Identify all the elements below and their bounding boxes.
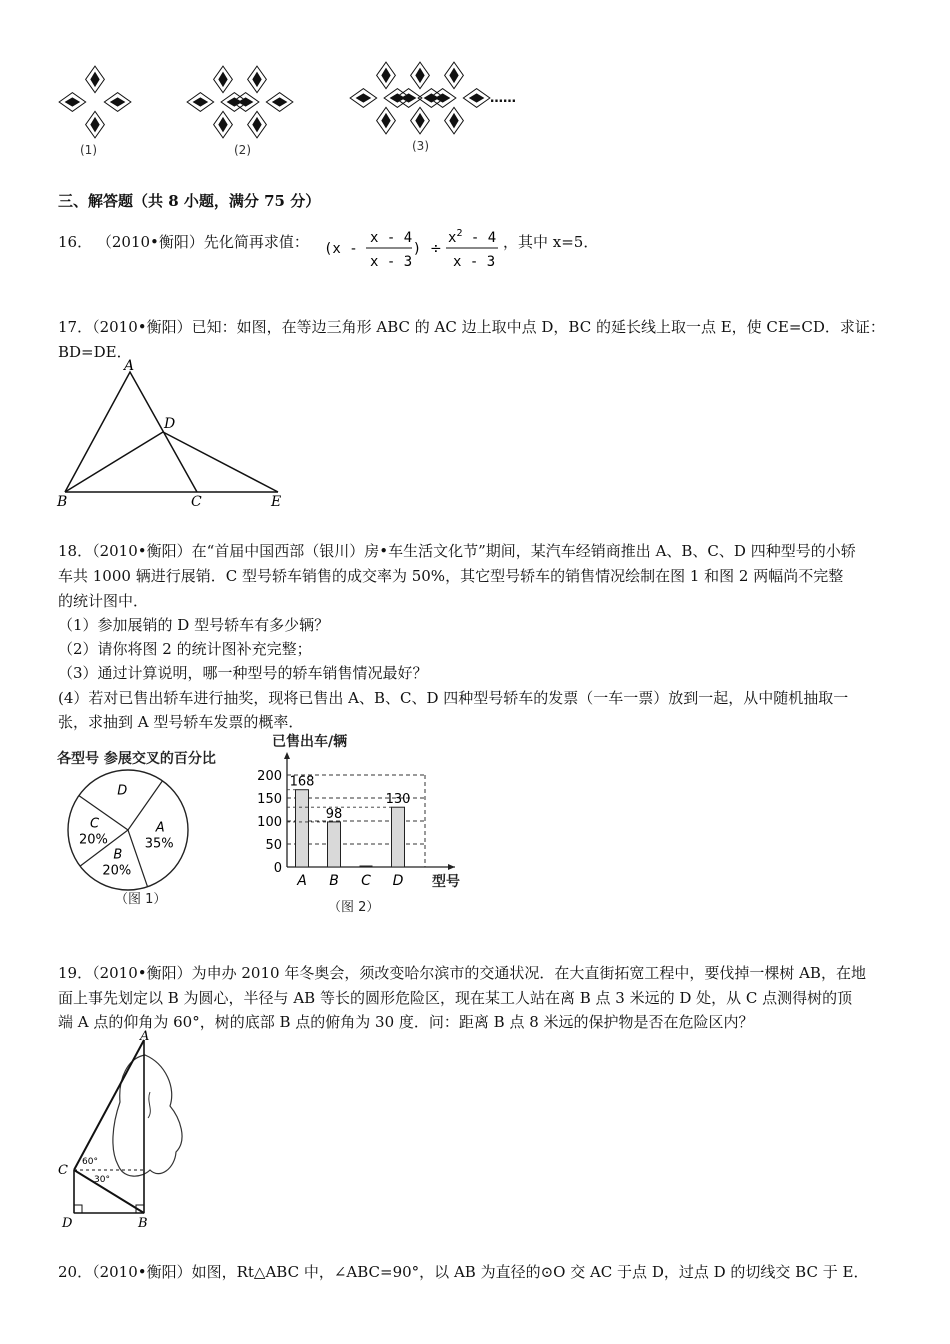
- y-tick-label-0: 0: [273, 861, 282, 876]
- bar-data-label-d: 130: [385, 792, 411, 808]
- q18-sub4b: 张，求抽到 A 型号轿车发票的概率．: [58, 713, 304, 731]
- q18-line1: 18．（2010•衡阳）在“首届中国西部（银川）房•车生活文化节”期间，某汽车经销商推出 A、B、C、D 四种型号的小轿: [58, 542, 856, 560]
- x-tick-label-b: B: [329, 873, 339, 889]
- pie-slice-value-b: 20%: [102, 863, 132, 879]
- pie-slice-boundary-d: [79, 796, 128, 830]
- q19-angle-30: 30°: [94, 1175, 110, 1185]
- q17-line1: 17．（2010•衡阳）已知：如图，在等边三角形 ABC 的 AC 边上取中点 D，BC 的延长线上取一点 E，使 CE=CD．求证：: [58, 318, 885, 336]
- q19-tree-figure: [50, 1030, 200, 1235]
- q17-point-d: D: [164, 416, 176, 432]
- y-axis-arrow: [284, 752, 290, 759]
- q16-prompt: [58, 231, 309, 252]
- q17-triangle-figure: [52, 356, 302, 511]
- q18-sub1: （1）参加展销的 D 型号轿车有多少辆？: [58, 616, 330, 634]
- pie-chart: [55, 748, 255, 918]
- pattern-1: [59, 66, 131, 138]
- q16-num2-rest: - 4: [462, 230, 497, 246]
- bar-marks: [257, 752, 455, 889]
- y-tick-label-200: 200: [257, 769, 282, 784]
- pie-title: 各型号 参展交叉的百分比: [57, 751, 216, 767]
- pie-slice-label-b: B: [113, 847, 123, 863]
- pattern-label-3: (3): [412, 139, 429, 153]
- q16-den1: x - 3: [370, 254, 413, 270]
- q18-line3: 的统计图中．: [58, 592, 149, 610]
- q19-line3: 端 A 点的仰角为 60°，树的底部 B 点的俯角为 30 度．问：距离 B 点 8 米远的保护物是否在危险区内？: [58, 1013, 754, 1031]
- q17-point-e: E: [271, 494, 282, 510]
- q17-point-a: A: [124, 358, 135, 374]
- q16-tail: ，其中 x=5．: [503, 233, 599, 251]
- pie-slice-label-d: D: [117, 783, 128, 799]
- bar-title: 已售出车/辆: [272, 734, 348, 750]
- bar-xlabel: 型号: [432, 874, 460, 890]
- pie-slice-label-c: C: [90, 816, 100, 832]
- pattern-3: [350, 62, 490, 134]
- bar-d: [392, 807, 405, 867]
- q19-point-c: C: [58, 1163, 68, 1178]
- q18-sub4a: (4）若对已售出轿车进行抽奖，现将已售出 A、B、C、D 四种型号轿车的发票（一车一票）放到一起，从中随机抽取一: [58, 689, 849, 707]
- q19-point-a: A: [140, 1030, 150, 1044]
- pattern-ellipsis: ……: [490, 91, 516, 106]
- q20-text: 20．（2010•衡阳）如图，Rt△ABC 中，∠ABC=90°，以 AB 为直径的⊙O 交 AC 于点 D，过点 D 的切线交 BC 于 E．: [58, 1263, 869, 1281]
- bar-data-label-a: 168: [289, 774, 315, 790]
- q18-sub2: （2）请你将图 2 的统计图补充完整；: [58, 640, 312, 658]
- pattern-2: [187, 66, 293, 138]
- x-tick-label-a: A: [297, 873, 307, 889]
- q17-point-c: C: [191, 494, 202, 510]
- q19-point-b: B: [138, 1216, 148, 1231]
- q16-close: ): [414, 241, 420, 257]
- y-tick-label-150: 150: [257, 792, 282, 807]
- bar-b: [328, 822, 341, 867]
- q16-div: ÷: [430, 241, 442, 257]
- q16-text: 先化简再求值：: [203, 233, 309, 251]
- pattern-label-2: (2): [234, 143, 251, 157]
- bar-chart: [250, 730, 480, 925]
- q18-line2: 车共 1000 辆进行展销．C 型号轿车销售的成交率为 50%，其它型号轿车的销售情况绘制在图 1 和图 2 两幅尚不完整: [58, 567, 844, 585]
- pie-slice-label-a: A: [155, 820, 165, 836]
- q16-num2-exp: 2: [456, 228, 463, 239]
- q16-den2: x - 3: [453, 254, 496, 270]
- svg-text:x2 - 4: [448, 228, 496, 246]
- q19-point-d: D: [62, 1216, 73, 1231]
- bar-a: [296, 790, 309, 867]
- q19-line1: 19．（2010•衡阳）为申办 2010 年冬奥会，须改变哈尔滨市的交通状况．在大直街拓宽工程中，要伐掉一棵树 AB，在地: [58, 964, 866, 982]
- q16-num2-base: x: [448, 230, 457, 246]
- pie-slice-value-a: 35%: [144, 836, 174, 852]
- bar-caption: （图 2）: [328, 900, 380, 915]
- q16-open: (x -: [324, 241, 358, 257]
- bar-data-label-b: 98: [325, 806, 343, 822]
- q16-source: （2010•衡阳）: [96, 233, 204, 251]
- q16-number: 16．: [58, 233, 93, 251]
- pie-slice-value-c: 20%: [79, 832, 108, 848]
- x-tick-label-d: D: [392, 873, 404, 889]
- pattern-label-1: (1): [80, 143, 97, 157]
- pie-slices: [68, 770, 188, 890]
- q17-line2: BD=DE．: [58, 343, 132, 361]
- y-tick-label-50: 50: [265, 838, 282, 853]
- q16-expression: [318, 222, 528, 274]
- x-tick-label-c: C: [361, 873, 371, 889]
- q17-point-b: B: [57, 494, 68, 510]
- pie-caption: （图 1）: [115, 892, 167, 907]
- y-tick-label-100: 100: [257, 815, 282, 830]
- diamond-pattern-figure: [50, 58, 550, 168]
- q19-angle-60: 60°: [82, 1157, 98, 1167]
- q19-line2: 面上事先划定以 B 为圆心，半径与 AB 等长的圆形危险区，现在某工人站在离 B 点 3 米远的 D 处，从 C 点测得树的顶: [58, 989, 853, 1007]
- section-title: 三、解答题（共 8 小题，满分 75 分）: [58, 192, 321, 210]
- x-axis-arrow: [448, 864, 455, 870]
- q18-sub3: （3）通过计算说明，哪一种型号的轿车销售情况最好？: [58, 664, 428, 682]
- q16-num1: x - 4: [370, 230, 413, 246]
